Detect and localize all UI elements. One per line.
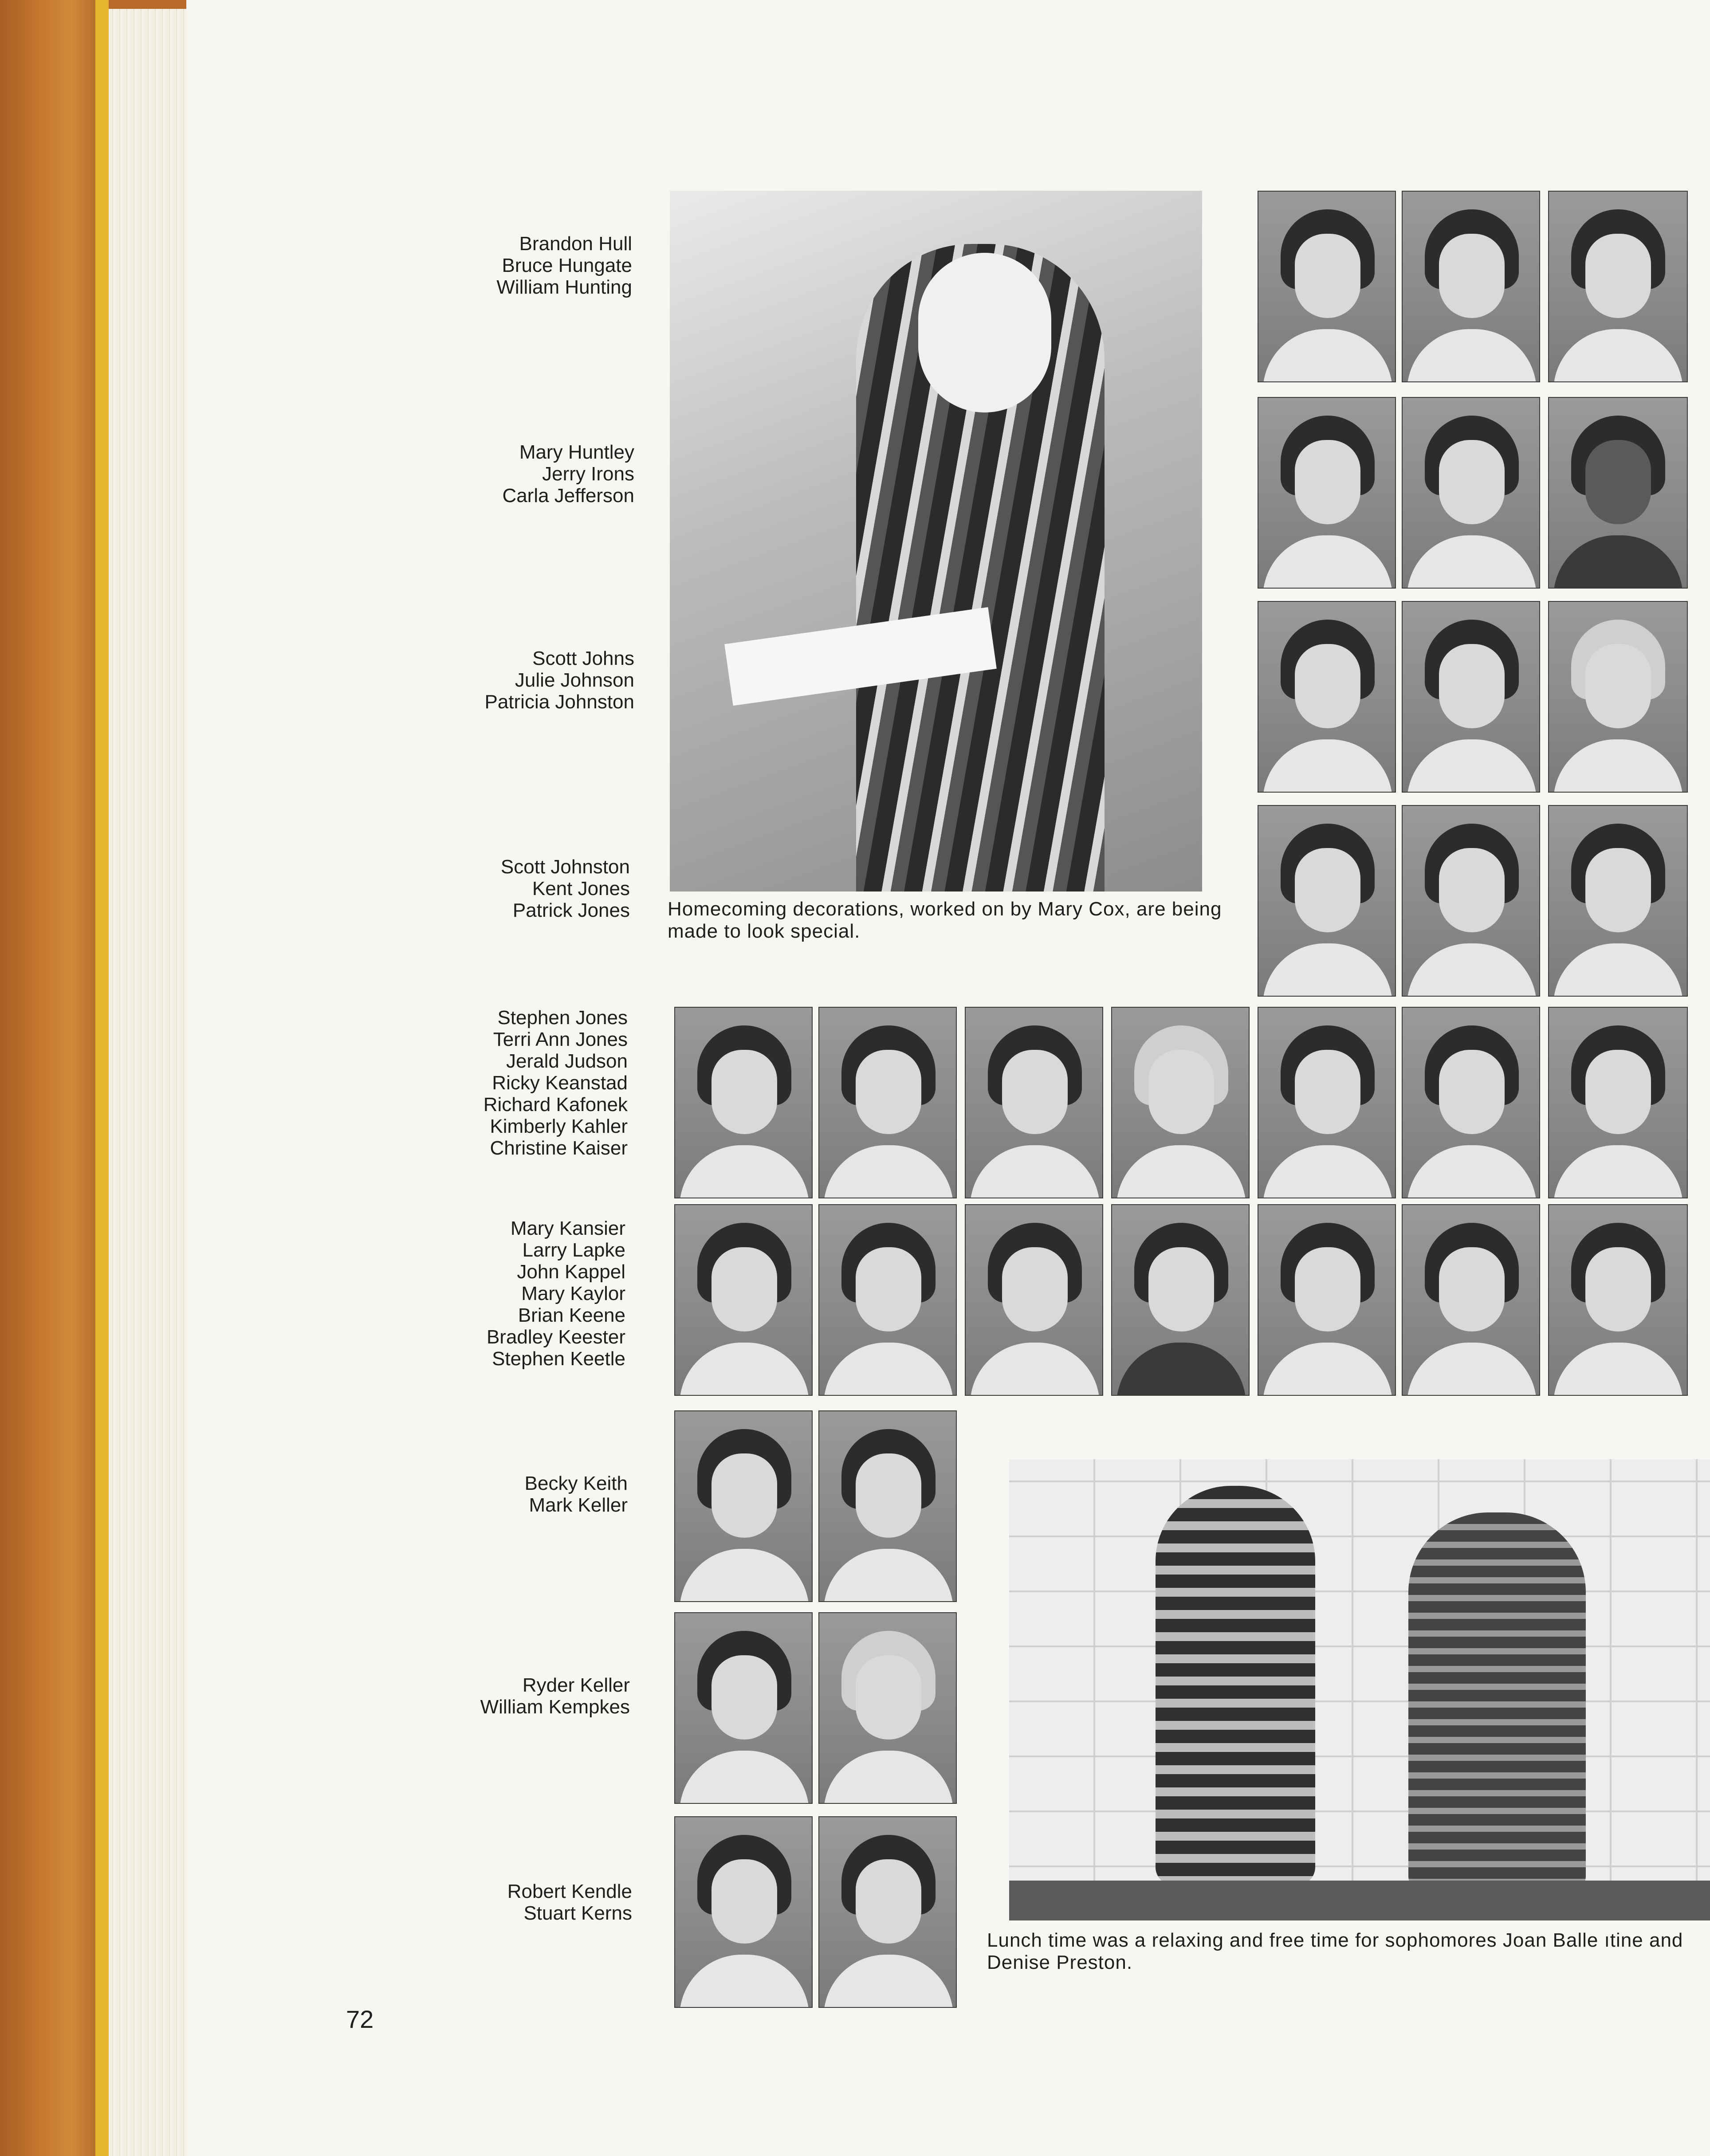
portrait	[674, 1816, 813, 2008]
photo-figure	[1408, 1512, 1586, 1894]
portrait	[1111, 1204, 1250, 1396]
student-name: Stephen Keetle	[492, 1348, 625, 1370]
name-group-1	[233, 233, 632, 298]
student-name: Richard Kafonek	[483, 1094, 628, 1115]
portrait	[674, 1612, 813, 1804]
portrait	[818, 1204, 957, 1396]
portrait	[1402, 1007, 1540, 1198]
student-name: Patrick Jones	[512, 899, 630, 921]
student-name: Mark Keller	[529, 1494, 628, 1516]
student-name: Terri Ann Jones	[493, 1029, 628, 1050]
portrait	[818, 1007, 957, 1198]
portrait	[965, 1007, 1103, 1198]
homecoming-photo	[670, 191, 1202, 891]
binding-strip	[95, 0, 109, 2156]
portrait	[818, 1612, 957, 1804]
student-name: William Kempkes	[480, 1696, 630, 1718]
name-group-7	[228, 1473, 628, 1516]
student-name: Christine Kaiser	[490, 1137, 628, 1159]
portrait	[1548, 191, 1688, 382]
name-group-9	[233, 1881, 632, 1924]
page-edges	[109, 9, 189, 2156]
portrait	[1258, 397, 1396, 589]
lunch-photo	[1009, 1459, 1710, 1920]
student-name: Bruce Hungate	[502, 255, 632, 276]
student-name: Scott Johnston	[500, 856, 630, 878]
student-name: Ricky Keanstad	[492, 1072, 628, 1094]
book-binding	[0, 0, 102, 2156]
student-name: Becky Keith	[524, 1473, 628, 1494]
portrait	[1402, 601, 1540, 793]
portrait	[674, 1007, 813, 1198]
portrait	[1402, 805, 1540, 997]
name-group-3	[235, 648, 634, 713]
portrait	[1258, 191, 1396, 382]
portrait	[1258, 805, 1396, 997]
student-name: William Hunting	[496, 276, 632, 298]
portrait	[818, 1816, 957, 2008]
portrait	[674, 1410, 813, 1602]
portrait	[1402, 191, 1540, 382]
student-name: John Kappel	[517, 1261, 625, 1283]
student-name: Larry Lapke	[522, 1239, 625, 1261]
name-group-6	[226, 1217, 625, 1370]
student-name: Jerry Irons	[542, 463, 634, 485]
student-name: Brandon Hull	[519, 233, 632, 255]
portrait	[818, 1410, 957, 1602]
portrait	[1548, 1007, 1688, 1198]
photo-figure	[1156, 1486, 1315, 1885]
portrait	[1402, 1204, 1540, 1396]
portrait	[1548, 1204, 1688, 1396]
student-name: Mary Huntley	[519, 441, 634, 463]
student-name: Mary Kaylor	[521, 1283, 625, 1304]
portrait	[1258, 1007, 1396, 1198]
portrait	[1258, 601, 1396, 793]
student-name: Scott Johns	[532, 648, 634, 669]
student-name: Ryder Keller	[522, 1674, 630, 1696]
name-group-5	[228, 1007, 628, 1159]
name-group-4	[231, 856, 630, 921]
student-name: Julie Johnson	[515, 669, 634, 691]
portrait	[1258, 1204, 1396, 1396]
student-name: Brian Keene	[518, 1304, 625, 1326]
portrait	[674, 1204, 813, 1396]
student-name: Mary Kansier	[510, 1217, 625, 1239]
student-name: Patricia Johnston	[484, 691, 634, 713]
page-number: 72	[346, 2005, 374, 2033]
student-name: Kent Jones	[532, 878, 630, 899]
photo-wall	[1009, 1459, 1710, 1920]
student-name: Jerald Judson	[506, 1050, 628, 1072]
name-group-8	[231, 1674, 630, 1718]
student-name: Bradley Keester	[486, 1326, 625, 1348]
portrait	[1402, 397, 1540, 589]
photo-head	[918, 253, 1051, 412]
portrait	[1111, 1007, 1250, 1198]
photo-bench	[1009, 1881, 1710, 1920]
portrait	[965, 1204, 1103, 1396]
portrait	[1548, 805, 1688, 997]
student-name: Stuart Kerns	[523, 1902, 632, 1924]
lunch-caption: Lunch time was a relaxing and free time for sophomores Joan Balle ıtine and Denise Preston.	[987, 1929, 1683, 1973]
portrait	[1548, 397, 1688, 589]
student-name: Robert Kendle	[507, 1881, 632, 1902]
portrait	[1548, 601, 1688, 793]
homecoming-caption: Homecoming decorations, worked on by Mary Cox, are being made to look special.	[668, 898, 1222, 942]
student-name: Stephen Jones	[497, 1007, 628, 1029]
name-group-2	[235, 441, 634, 507]
student-name: Kimberly Kahler	[490, 1115, 628, 1137]
student-name: Carla Jefferson	[502, 485, 634, 507]
